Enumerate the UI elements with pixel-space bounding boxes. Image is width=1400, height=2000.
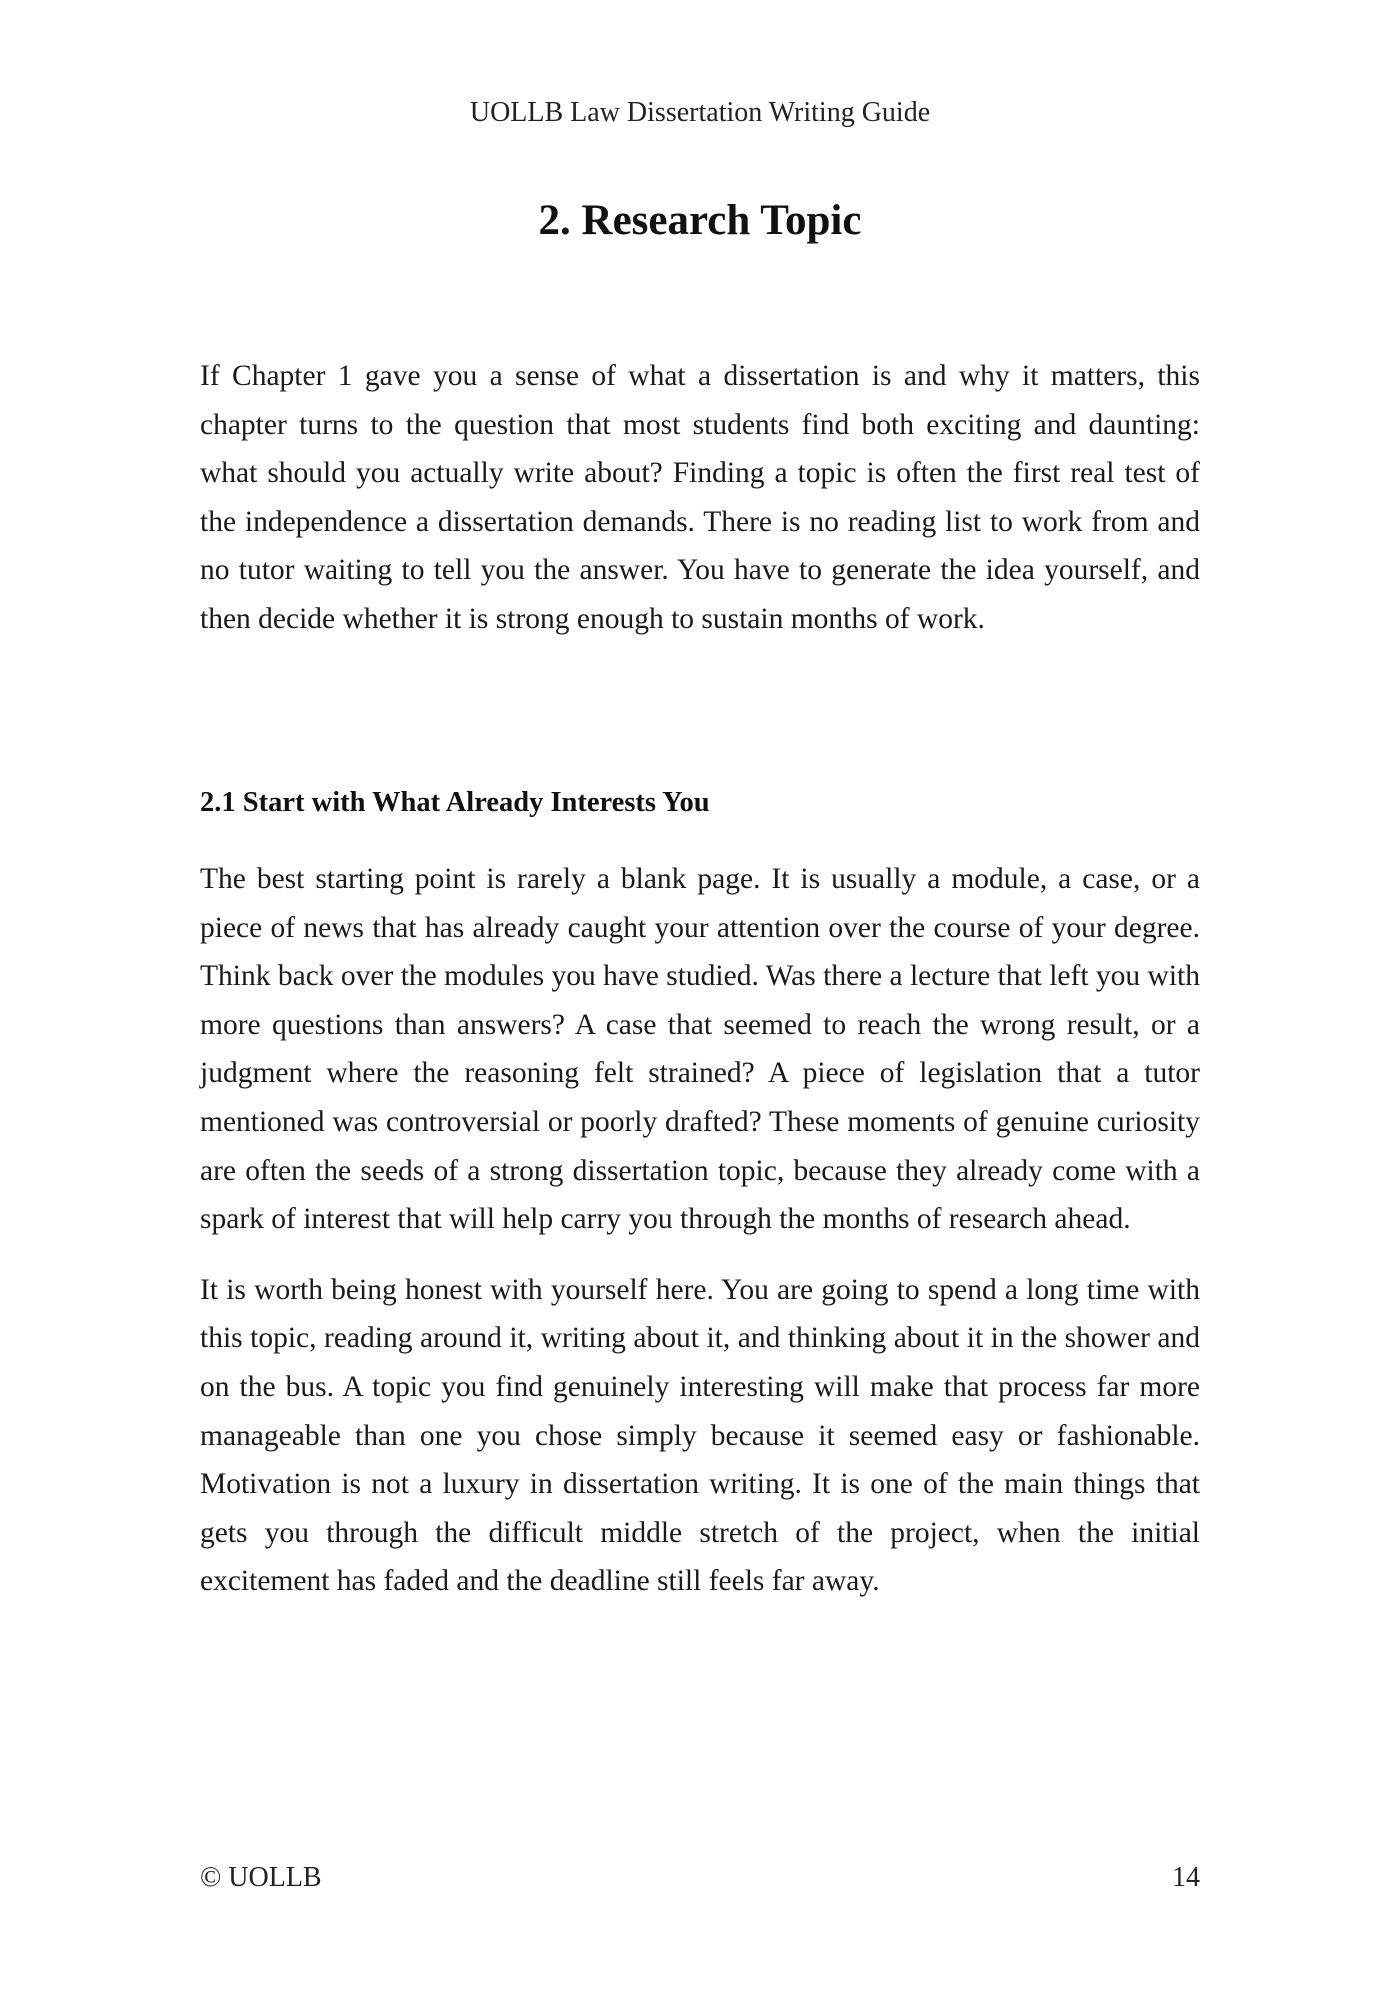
section-body	[200, 855, 1200, 1606]
running-header: UOLLB Law Dissertation Writing Guide	[469, 97, 931, 128]
section-heading: 2.1 Start with What Already Interests You	[200, 787, 710, 818]
chapter-title: 2. Research Topic	[538, 197, 862, 244]
intro-paragraph: If Chapter 1 gave you a sense of what a dissertation is and why it matters, this chapter turns to the question that most students find both exciting and daunting: what should you actually write about? Finding a topic is often the first real test of the independence a dissertation demands. There is no reading list to work from and no tutor waiting to tell you the answer. You have to generate the idea yourself, and then decide whether it is strong enough to sustain months of work.	[200, 360, 1200, 635]
copyright-notice: © UOLLB	[200, 1862, 322, 1893]
chapter-intro-block	[200, 352, 1200, 644]
body-paragraph: It is worth being honest with yourself here. You are going to spend a long time with this topic, reading around it, writing about it, and thinking about it in the shower and on the bus. A topic you find genuinely interesting will make that process far more manageable than one you chose simply because it seemed easy or fashionable. Motivation is not a luxury in dissertation writing. It is one of the main things that gets you through the difficult middle stretch of the project, when the initial excitement has faded and the deadline still feels far away.	[200, 1273, 1200, 1598]
body-paragraph: The best starting point is rarely a blank page. It is usually a module, a case, or a piece of news that has already caught your attention over the course of your degree. Think back over the modules you have studied. Was there a lecture that left you with more questions than answers? A case that seemed to reach the wrong result, or a judgment where the reasoning felt strained? A piece of legislation that a tutor mentioned was controversial or poorly drafted? These moments of genuine curiosity are often the seeds of a strong dissertation topic, because they already come with a spark of interest that will help carry you through the months of research ahead.	[200, 863, 1200, 1236]
page-number: 14	[1172, 1862, 1200, 1893]
